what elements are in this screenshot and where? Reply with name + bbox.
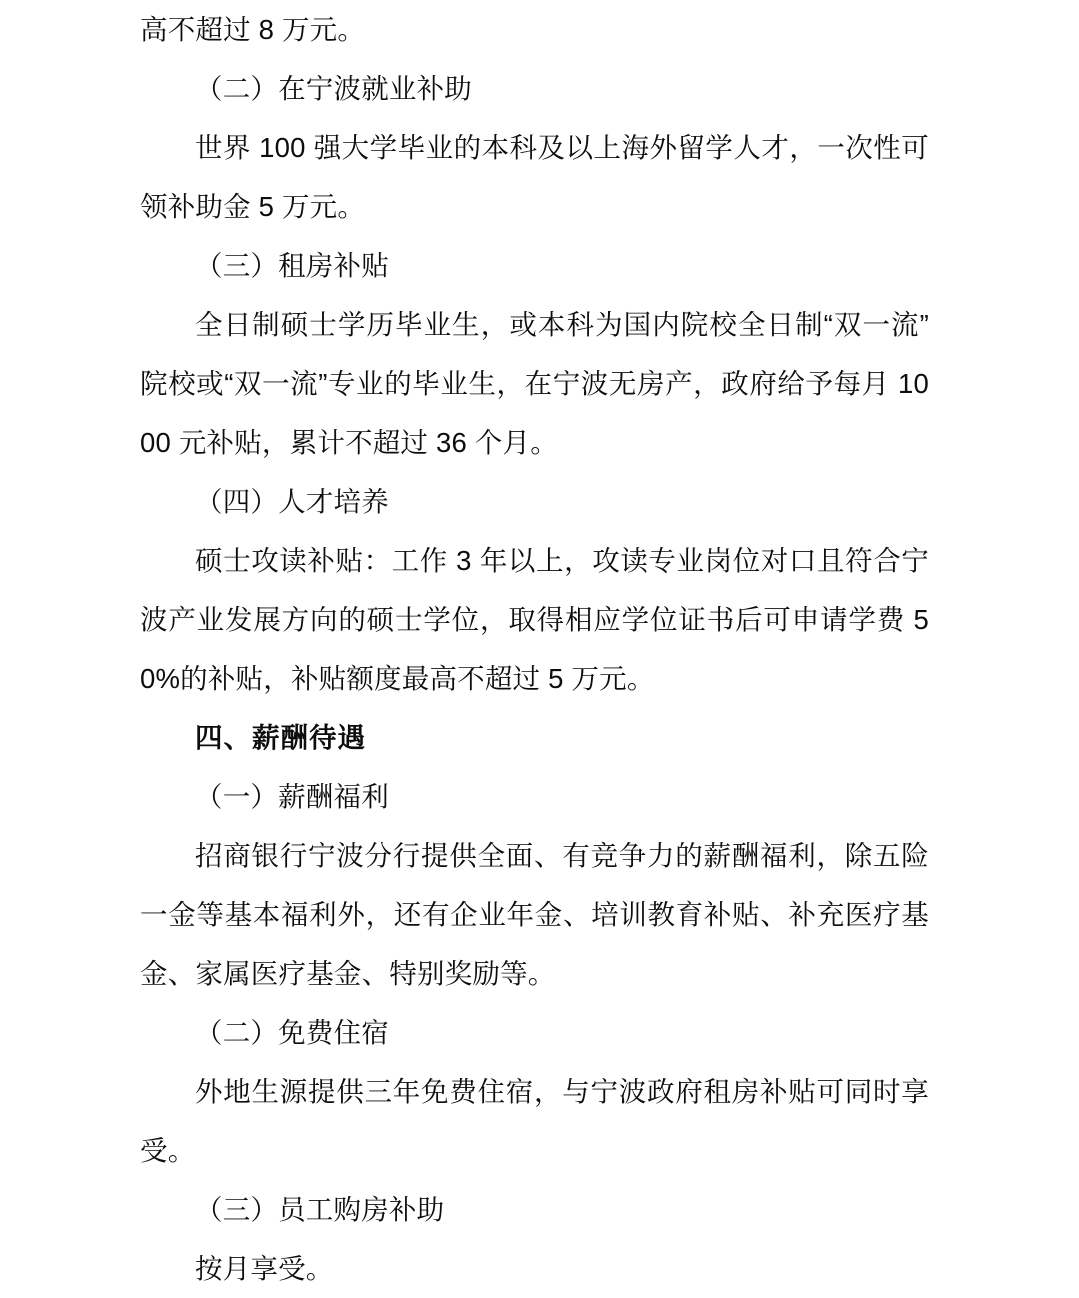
p-sec4-sub-3-title: （三）员工购房补助: [195, 1194, 445, 1225]
p-sub-3-body: 全日制硕士学历毕业生，或本科为国内院校全日制“双一流”院校或“双一流”专业的毕业生，在宁波无房产，政府给予每月 1000 元补贴，累计不超过 36 个月。: [140, 309, 929, 458]
p-sec4-sub-1-title: （一）薪酬福利: [195, 781, 389, 812]
document-body: [140, 0, 929, 1298]
p-sub-4-title: （四）人才培养: [195, 486, 389, 517]
p-sub-3-title: （三）租房补贴: [195, 250, 389, 281]
p-sec4-sub-1-body: 招商银行宁波分行提供全面、有竞争力的薪酬福利，除五险一金等基本福利外，还有企业年金、培训教育补贴、补充医疗基金、家属医疗基金、特别奖励等。: [140, 840, 929, 989]
p-sub-2-body: 世界 100 强大学毕业的本科及以上海外留学人才，一次性可领补助金 5 万元。: [140, 132, 929, 222]
p-sec4-sub-2-title: （二）免费住宿: [195, 1017, 389, 1048]
p-continuation: 高不超过 8 万元。: [140, 14, 366, 45]
p-sec4-sub-3-body: 按月享受。: [195, 1253, 334, 1284]
p-sec4-sub-2-body: 外地生源提供三年免费住宿，与宁波政府租房补贴可同时享受。: [140, 1076, 929, 1166]
p-sub-4-body: 硕士攻读补贴：工作 3 年以上，攻读专业岗位对口且符合宁波产业发展方向的硕士学位，取得相应学位证书后可申请学费 50%的补贴，补贴额度最高不超过 5 万元。: [140, 545, 929, 694]
p-section-4-heading: 四、薪酬待遇: [195, 722, 366, 753]
p-sub-2-title: （二）在宁波就业补助: [195, 73, 472, 104]
